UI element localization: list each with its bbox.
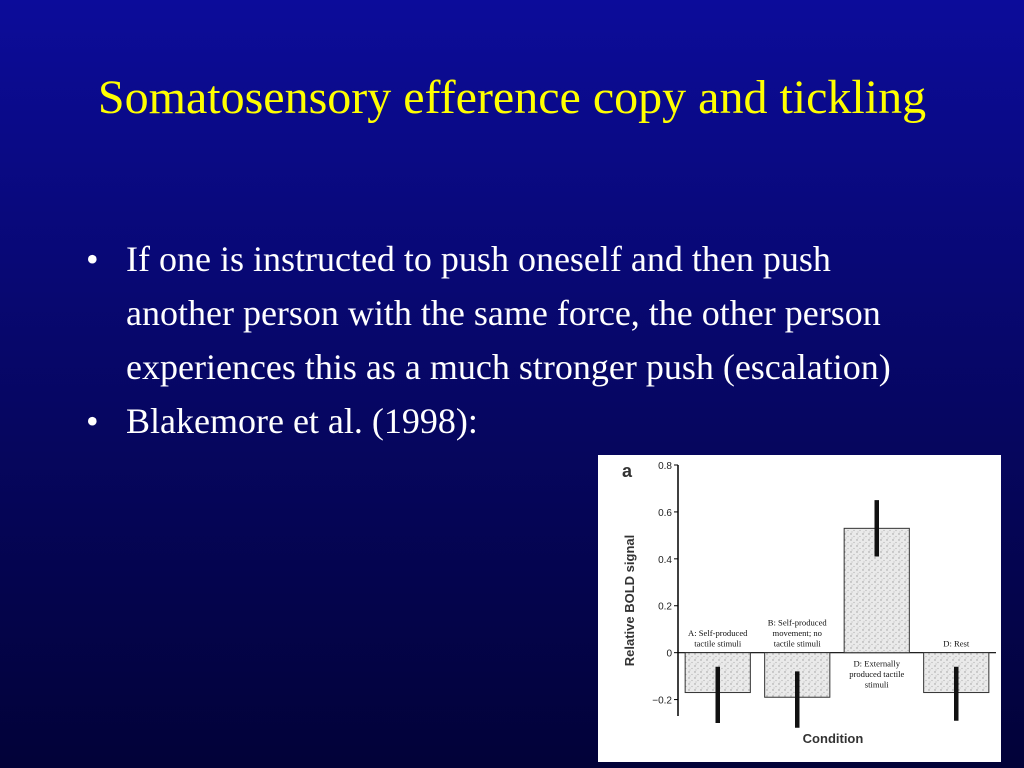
bullet-marker: • — [86, 401, 99, 441]
category-label: B: Self-produced — [767, 617, 827, 628]
y-tick-label: 0.4 — [658, 554, 672, 566]
category-label: tactile stimuli — [773, 638, 821, 649]
slide-title: Somatosensory efference copy and tickling — [97, 71, 927, 124]
y-tick-label: 0.2 — [658, 601, 672, 613]
bullet-marker: • — [86, 239, 99, 279]
category-label: produced tactile — [849, 669, 905, 680]
bullet-text: Blakemore et al. (1998): — [126, 401, 478, 441]
bar-chart — [598, 455, 1001, 762]
y-tick-label: −0.2 — [652, 695, 672, 707]
panel-label: a — [622, 461, 633, 481]
x-axis-label: Condition — [802, 731, 864, 746]
category-label: tactile stimuli — [694, 638, 742, 649]
bullet-item — [86, 232, 946, 394]
category-label: D: Rest — [943, 638, 970, 649]
category-label: A: Self-produced — [688, 628, 748, 639]
bullet-list — [86, 232, 946, 448]
y-tick-label: 0 — [666, 648, 672, 660]
category-label: D: Externally — [853, 658, 901, 669]
category-label: stimuli — [864, 679, 889, 690]
y-axis-label: Relative BOLD signal — [622, 534, 637, 667]
bullet-item — [86, 394, 946, 448]
bold-signal-figure — [598, 455, 1001, 762]
y-tick-label: 0.6 — [658, 507, 672, 519]
bullet-text: If one is instructed to push oneself and then push another person with the same force, the other person experiences this as a much stronger push (escalation) — [126, 239, 891, 387]
category-label: movement; no — [772, 628, 822, 639]
y-tick-label: 0.8 — [658, 461, 672, 472]
